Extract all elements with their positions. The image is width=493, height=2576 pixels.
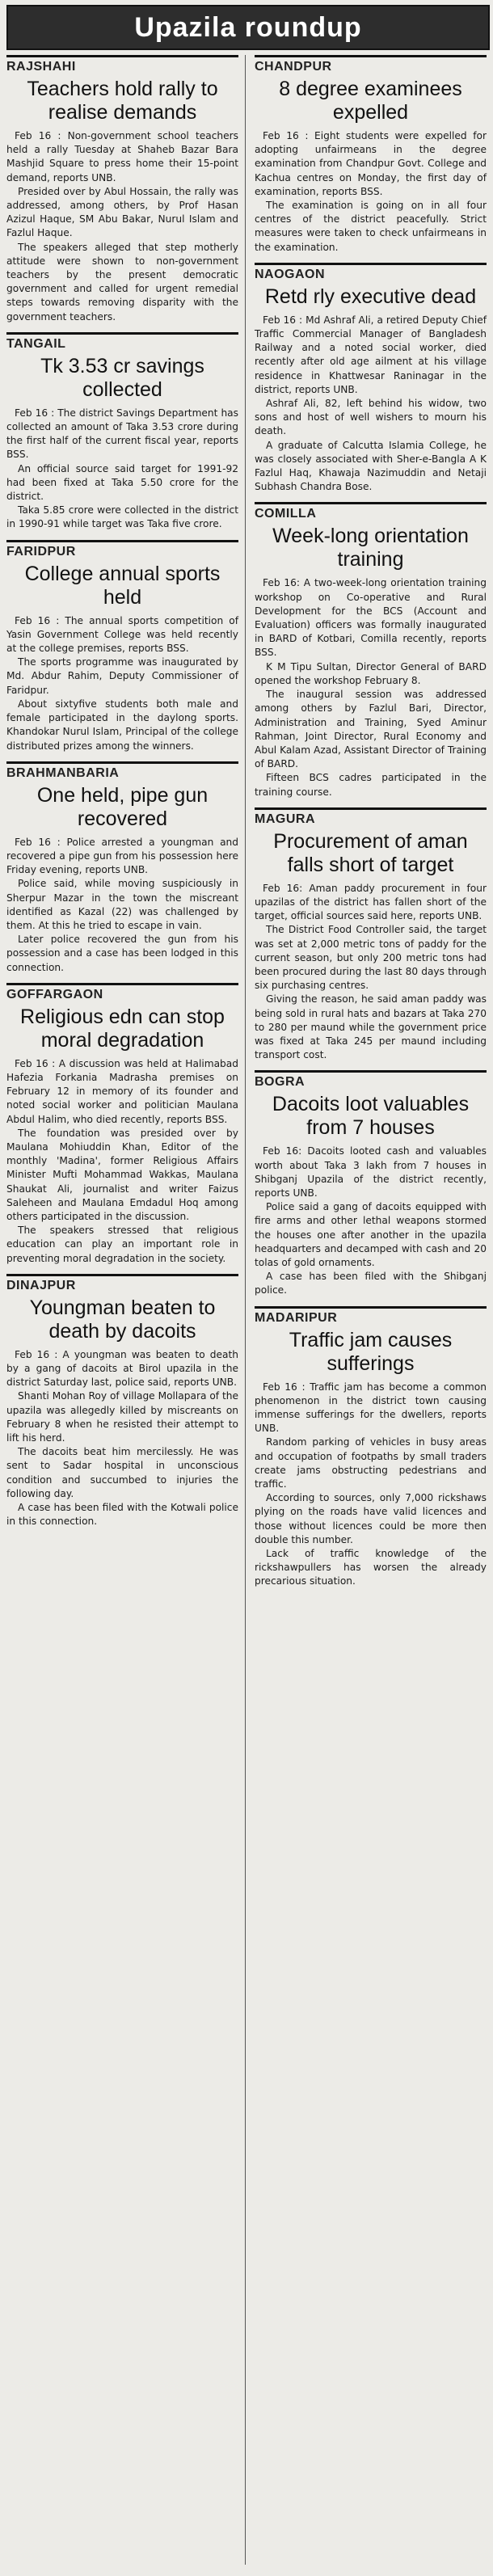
article-headline: College annual sports held xyxy=(24,562,221,609)
article-paragraph: The speakers alleged that step motherly attitude were shown to non-government teachers by the present democratic government and called for urgent remedial steps towards removing disparity with the government teachers. xyxy=(6,241,238,323)
article-paragraph: Lack of traffic knowledge of the rickshawpullers has worsen the already precarious situation. xyxy=(255,1548,487,1587)
article-paragraph: Feb 16 : Eight students were expelled for adopting unfairmeans in the degree examination from Chandpur Govt. College and Kachua centres on Monday, the first day of examination, reports BSS. xyxy=(255,130,487,197)
article-paragraph: Feb 16: Aman paddy procurement in four upazilas of the district has fallen short of the target, official sources said here, reports UNB. xyxy=(255,882,487,922)
article-chandpur xyxy=(255,55,487,255)
article-paragraph: Feb 16: A two-week-long orientation training workshop on Co-operative and Rural Development for the BCS (Account and Evaluation) officers was formally inaugurated in BARD of Kotbari, Comilla recently, reports BSS. xyxy=(255,577,487,659)
dateline-place: RAJSHAHI xyxy=(6,55,238,74)
article-headline: Retd rly executive dead xyxy=(264,285,477,308)
article-paragraph: A graduate of Calcutta Islamia College, he was closely associated with Sher-e-Bangla A K Fazlul Haq, Khawaja Nazimuddin and Netaji Subhash Chandra Bose. xyxy=(255,439,487,493)
section-banner: Upazila roundup xyxy=(6,5,490,50)
dateline-place: COMILLA xyxy=(255,502,487,521)
article-paragraph: The inaugural session was addressed among others by Fazlul Bari, Director, Administration and Training, Syed Aminur Rahman, Joint Director, Rural Economy and Abul Kalam Azad, Assistant Director of Training of BARD. xyxy=(255,689,487,770)
article-paragraph: Shanti Mohan Roy of village Mollapara of the upazila was allegedly killed by miscreants on February 8 when he resisted their attempt to lift his herd. xyxy=(6,1390,238,1444)
article-paragraph: About sixtyfive students both male and female participated in the daylong sports. Khandokar Nurul Islam, Principal of the college distributed prizes among the winners. xyxy=(6,698,238,752)
article-paragraph: Random parking of vehicles in busy areas and occupation of footpaths by small traders create jams obstructing pedestrians and traffic. xyxy=(255,1436,487,1490)
article-paragraph: Presided over by Abul Hossain, the rally was addressed, among others, by Prof Hasan Azizul Haque, SM Abu Bakar, Nurul Islam and Fazlul Haque. xyxy=(6,185,238,239)
dateline-place: TANGAIL xyxy=(6,332,238,352)
article-comilla xyxy=(255,502,487,799)
dateline-place: CHANDPUR xyxy=(255,55,487,74)
dateline-place: FARIDPUR xyxy=(6,540,238,559)
article-paragraph: An official source said target for 1991-92 had been fixed at Taka 5.50 crore for the district. xyxy=(6,462,238,503)
article-paragraph: Later police recovered the gun from his possession and a case has been lodged in this connection. xyxy=(6,934,238,973)
article-paragraph: A case has been filed with the Shibganj police. xyxy=(255,1271,487,1296)
article-paragraph: Feb 16 : A discussion was held at Halimabad Hafezia Forkania Madrasha premises on February 12 in memory of its founder and noted social worker and politician Maulana Abdul Halim, who died recently, reports BSS. xyxy=(6,1057,238,1125)
article-paragraph: K M Tipu Sultan, Director General of BARD opened the workshop February 8. xyxy=(255,660,487,686)
article-headline: Teachers hold rally to realise demands xyxy=(27,78,218,124)
article-paragraph: The speakers stressed that religious education can play an important role in preventing moral degradation in the society. xyxy=(6,1225,238,1264)
article-dinajpur xyxy=(6,1274,238,1529)
article-headline: One held, pipe gun recovered xyxy=(36,783,209,830)
article-paragraph: Feb 16 : Traffic jam has become a common phenomenon in the district town causing immense sufferings for the dwellers, reports UNB. xyxy=(255,1381,487,1435)
article-headline: Dacoits loot valuables from 7 houses xyxy=(272,1093,470,1140)
article-paragraph: The sports programme was inaugurated by Md. Abdur Rahim, Deputy Commissioner of Faridpur. xyxy=(6,656,238,696)
article-brahmanbaria xyxy=(6,761,238,975)
article-paragraph: Ashraf Ali, 82, left behind his widow, two sons and host of well wishers to mourn his death. xyxy=(255,398,487,437)
article-paragraph: A case has been filed with the Kotwali police in this connection. xyxy=(6,1502,238,1528)
article-paragraph: Police said a gang of dacoits equipped with fire arms and other lethal weapons stormed the houses one after another in the upazila headquarters and decamped with cash and 20 tolas of gold ornaments. xyxy=(255,1201,487,1268)
article-goffargaon xyxy=(6,983,238,1266)
article-paragraph: Feb 16: Dacoits looted cash and valuables worth about Taka 3 lakh from 7 houses in Shibganj Upazila of the district recently, reports UNB. xyxy=(255,1145,487,1199)
article-headline: Tk 3.53 cr savings collected xyxy=(40,354,204,401)
article-paragraph: The dacoits beat him mercilessly. He was sent to Sadar hospital in unconscious condition and succumbed to injuries the following day. xyxy=(6,1446,238,1499)
article-paragraph: Police said, while moving suspiciously in Sherpur Mazar in the town the miscreant identified as Kazal (22) was challenged by them. At this he tried to escape in vain. xyxy=(6,878,238,931)
column-divider xyxy=(245,55,246,2565)
article-headline: Procurement of aman falls short of target xyxy=(273,829,468,876)
article-naogaon xyxy=(255,263,487,495)
article-magura xyxy=(255,807,487,1063)
article-paragraph: Feb 16 : The district Savings Department has collected an amount of Taka 3.53 crore during the first half of the current fiscal year, reports BSS. xyxy=(6,407,238,461)
article-headline: 8 degree examinees expelled xyxy=(279,78,462,124)
article-paragraph: The foundation was presided over by Maulana Mohiuddin Khan, Editor of the monthly 'Madina', former Religious Affairs Minister Mufti Mohammad Wakkas, Maulana Shaukat Ali, journalist and writer Faizus Saleheen and Maulana Emdadul Hoq among others participated in the discussion. xyxy=(6,1127,238,1222)
article-headline: Youngman beaten to death by dacoits xyxy=(29,1296,216,1343)
article-paragraph: Fifteen BCS cadres participated in the training course. xyxy=(255,772,487,798)
article-paragraph: Giving the reason, he said aman paddy was being sold in rural hats and bazars at Taka 270 to 280 per maund while the government price was fixed at Taka 245 per maund including transport cost. xyxy=(255,993,487,1061)
dateline-place: NAOGAON xyxy=(255,263,487,282)
article-paragraph: The District Food Controller said, the target was set at 2,000 metric tons of paddy for the current season, but only 200 metric tons had been procured during the last 80 days through six purchasing centres. xyxy=(255,924,487,992)
article-headline: Traffic jam causes sufferings xyxy=(289,1328,453,1375)
left-column xyxy=(6,55,238,1537)
right-column xyxy=(255,55,487,1597)
dateline-place: BRAHMANBARIA xyxy=(6,761,238,781)
article-bogra xyxy=(255,1070,487,1297)
article-paragraph: Feb 16 : Md Ashraf Ali, a retired Deputy Chief Traffic Commercial Manager of Bangladesh Railway and a noted social worker, died recently after old age ailment at his village residence in Khattwesar Raninagar in the district, reports UNB. xyxy=(255,314,487,395)
dateline-place: MADARIPUR xyxy=(255,1306,487,1326)
dateline-place: BOGRA xyxy=(255,1070,487,1090)
article-paragraph: According to sources, only 7,000 rickshaws plying on the roads have valid licences and those without licences could be more then double this number. xyxy=(255,1492,487,1545)
article-paragraph: Feb 16 : The annual sports competition of Yasin Government College was held recently at the college premises, reports BSS. xyxy=(6,614,238,655)
article-paragraph: The examination is going on in all four centres of the district peacefully. Strict measures were taken to check unfairmeans in the examination. xyxy=(255,200,487,253)
article-paragraph: Feb 16 : Non-government school teachers held a rally Tuesday at Shaheb Bazar Bara Mashjid Square to press home their 15-point demand, reports UNB. xyxy=(6,130,238,183)
article-headline: Religious edn can stop moral degradation xyxy=(20,1005,225,1052)
article-tangail xyxy=(6,332,238,532)
article-madaripur xyxy=(255,1306,487,1589)
article-headline: Week-long orientation training xyxy=(272,525,469,571)
article-rajshahi xyxy=(6,55,238,324)
dateline-place: MAGURA xyxy=(255,807,487,827)
dateline-place: DINAJPUR xyxy=(6,1274,238,1293)
dateline-place: GOFFARGAON xyxy=(6,983,238,1002)
article-paragraph: Taka 5.85 crore were collected in the district in 1990-91 while target was Taka five crore. xyxy=(6,504,238,530)
article-paragraph: Feb 16 : A youngman was beaten to death by a gang of dacoits at Birol upazila in the district Saturday last, police said, reports UNB. xyxy=(6,1348,238,1389)
article-faridpur xyxy=(6,540,238,753)
article-paragraph: Feb 16 : Police arrested a youngman and recovered a pipe gun from his possession here Friday evening, reports UNB. xyxy=(6,836,238,876)
